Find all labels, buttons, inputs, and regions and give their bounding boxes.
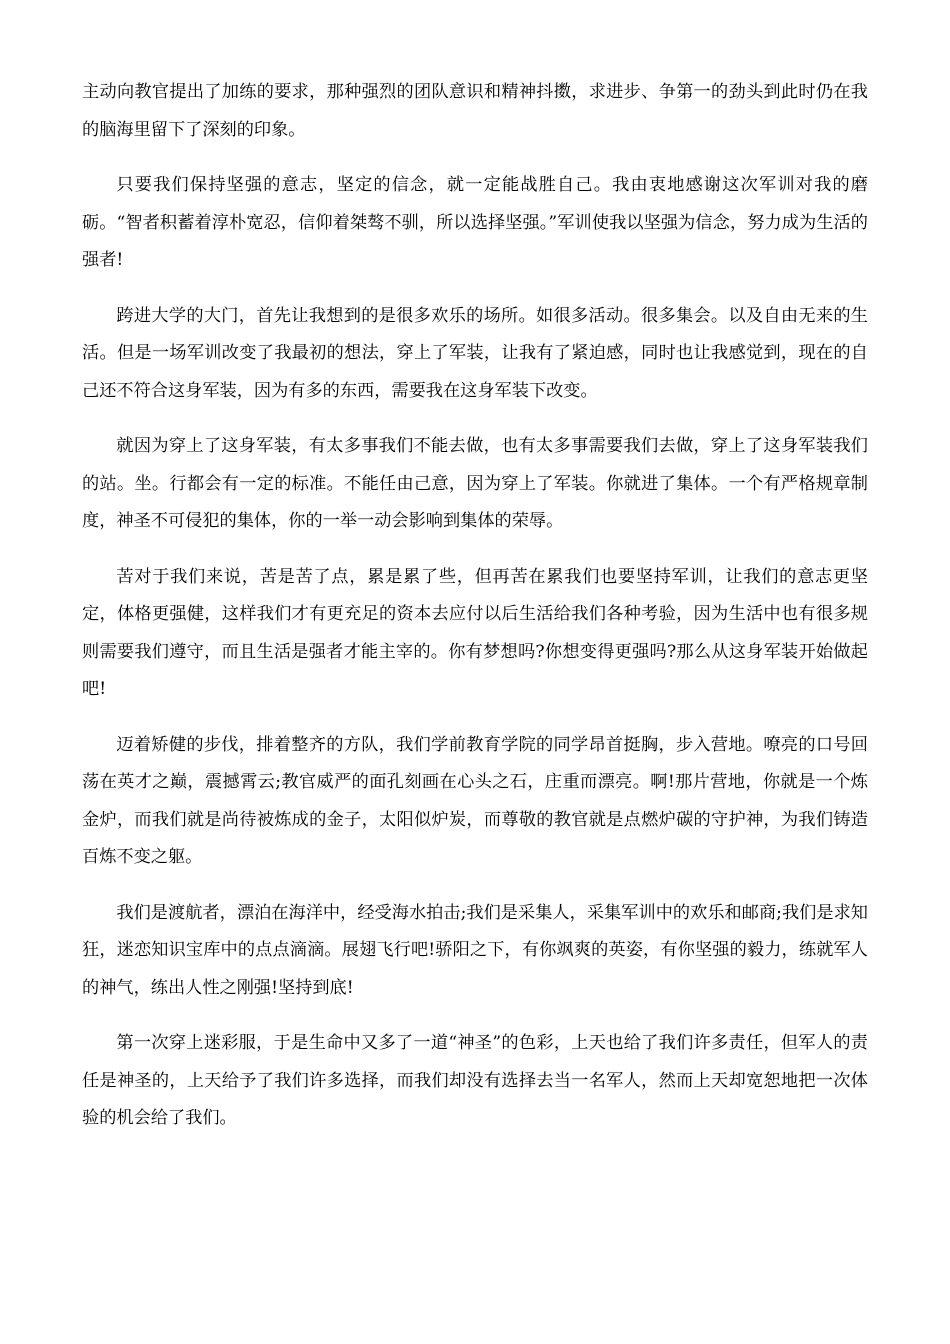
paragraph-6: 迈着矫健的步伐，排着整齐的方队，我们学前教育学院的同学昂首挺胸，步入营地。嘹亮的口号回荡在英才之巅，震撼霄云;教官威严的面孔刻画在心头之石，庄重而漂亮。啊!那片营地，你就是一个炼金炉，而我们就是尚待被炼成的金子，太阳似炉炭，而尊敬的教官就是点燃炉碳的守护神，为我们铸造百炼不变之躯。 xyxy=(82,734,868,867)
paragraph-4: 就因为穿上了这身军装，有太多事我们不能去做，也有太多事需要我们去做，穿上了这身军装我们的站。坐。行都会有一定的标准。不能任由己意，因为穿上了军装。你就进了集体。一个有严格规章制度，神圣不可侵犯的集体，你的一举一动会影响到集体的荣辱。 xyxy=(82,436,868,531)
paragraph-8: 第一次穿上迷彩服，于是生命中又多了一道“神圣”的色彩，上天也给了我们许多责任，但军人的责任是神圣的，上天给予了我们许多选择，而我们却没有选择去当一名军人，然而上天却宽恕地把一次体验的机会给了我们。 xyxy=(82,1033,868,1128)
paragraph-2: 只要我们保持坚强的意志，坚定的信念，就一定能战胜自己。我由衷地感谢这次军训对我的磨砺。“智者积蓄着淳朴宽忍，信仰着桀骜不驯，所以选择坚强。”军训使我以坚强为信念，努力成为生活的强者! xyxy=(82,175,868,270)
paragraph-5: 苦对于我们来说，苦是苦了点，累是累了些，但再苦在累我们也要坚持军训，让我们的意志更坚定，体格更强健，这样我们才有更充足的资本去应付以后生活给我们各种考验，因为生活中也有很多规则需要我们遵守，而且生活是强者才能主宰的。你有梦想吗?你想变得更强吗?那么从这身军装开始做起吧! xyxy=(82,566,868,699)
paragraph-1: 主动向教官提出了加练的要求，那种强烈的团队意识和精神抖擞，求进步、争第一的劲头到此时仍在我的脑海里留下了深刻的印象。 xyxy=(82,82,868,140)
paragraph-7: 我们是渡航者，漂泊在海洋中，经受海水拍击;我们是采集人，采集军训中的欢乐和邮商;我们是求知狂，迷恋知识宝库中的点点滴滴。展翅飞行吧!骄阳之下，有你飒爽的英姿，有你坚强的毅力，练就军人的神气，练出人性之刚强!坚持到底! xyxy=(82,902,868,998)
paragraph-3: 跨进大学的大门，首先让我想到的是很多欢乐的场所。如很多活动。很多集会。以及自由无来的生活。但是一场军训改变了我最初的想法，穿上了军装，让我有了紧迫感，同时也让我感觉到，现在的自己还不符合这身军装，因为有多的东西，需要我在这身军装下改变。 xyxy=(82,305,868,401)
document-body xyxy=(82,74,868,1156)
